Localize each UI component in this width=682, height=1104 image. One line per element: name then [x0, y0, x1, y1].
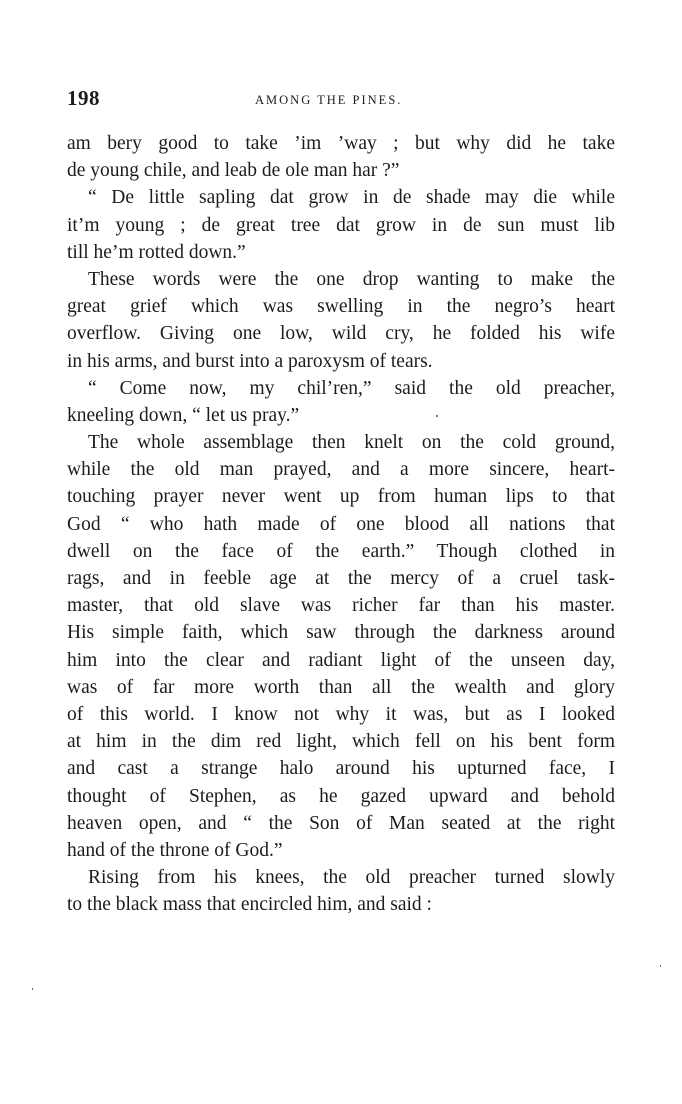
text-line: am bery good to take ’im ’way ; but why did he take	[67, 133, 615, 154]
body-text	[67, 130, 615, 918]
text-line: God “ who hath made of one blood all nations that	[67, 513, 615, 535]
print-speck	[660, 965, 661, 967]
page-header	[67, 86, 615, 116]
text-line: The whole assemblage then knelt on the cold ground,	[88, 432, 615, 454]
text-line: touching prayer never went up from human lips to that	[67, 486, 615, 508]
text-line: him into the clear and radiant light of the unseen day,	[67, 649, 615, 671]
text-line: rags, and in feeble age at the mercy of a cruel task-	[67, 568, 615, 589]
text-line: of this world. I know not why it was, but as I looked	[67, 703, 615, 725]
text-line: great grief which was swelling in the negro’s heart	[67, 296, 615, 318]
text-line: overflow. Giving one low, wild cry, he folded his wife	[67, 323, 615, 345]
text-line: “ De little sapling dat grow in de shade may die while	[88, 187, 615, 209]
text-line: Rising from his knees, the old preacher turned slowly	[88, 867, 615, 889]
print-speck	[436, 415, 438, 417]
page-number: 198	[67, 86, 100, 110]
running-head: AMONG THE PINES.	[255, 93, 403, 107]
text-line: dwell on the face of the earth.” Though clothed in	[67, 540, 615, 562]
text-line: was of far more worth than all the wealth and glory	[67, 676, 615, 698]
text-line: kneeling down, “ let us pray.”	[67, 404, 300, 426]
text-line: heaven open, and “ the Son of Man seated at the right	[67, 812, 615, 834]
text-line: hand of the throne of God.”	[67, 839, 283, 861]
text-line: in his arms, and burst into a paroxysm of tears.	[67, 350, 433, 372]
text-line: and cast a strange halo around his upturned face, I	[67, 758, 615, 780]
print-speck	[32, 988, 33, 990]
text-line: at him in the dim red light, which fell on his bent form	[67, 731, 615, 753]
text-line: master, that old slave was richer far than his master.	[67, 595, 615, 617]
text-line: it’m young ; de great tree dat grow in de sun must lib	[67, 214, 615, 236]
text-line: His simple faith, which saw through the darkness around	[67, 622, 615, 644]
text-line: thought of Stephen, as he gazed upward and behold	[67, 785, 615, 807]
text-line: to the black mass that encircled him, and said :	[67, 894, 432, 916]
text-line: while the old man prayed, and a more sincere, heart-	[67, 459, 615, 481]
text-line: till he’m rotted down.”	[67, 241, 246, 263]
text-line: “ Come now, my chil’ren,” said the old preacher,	[88, 377, 615, 399]
text-line: de young chile, and leab de ole man har ?”	[67, 160, 400, 182]
text-line: These words were the one drop wanting to make the	[88, 268, 615, 290]
